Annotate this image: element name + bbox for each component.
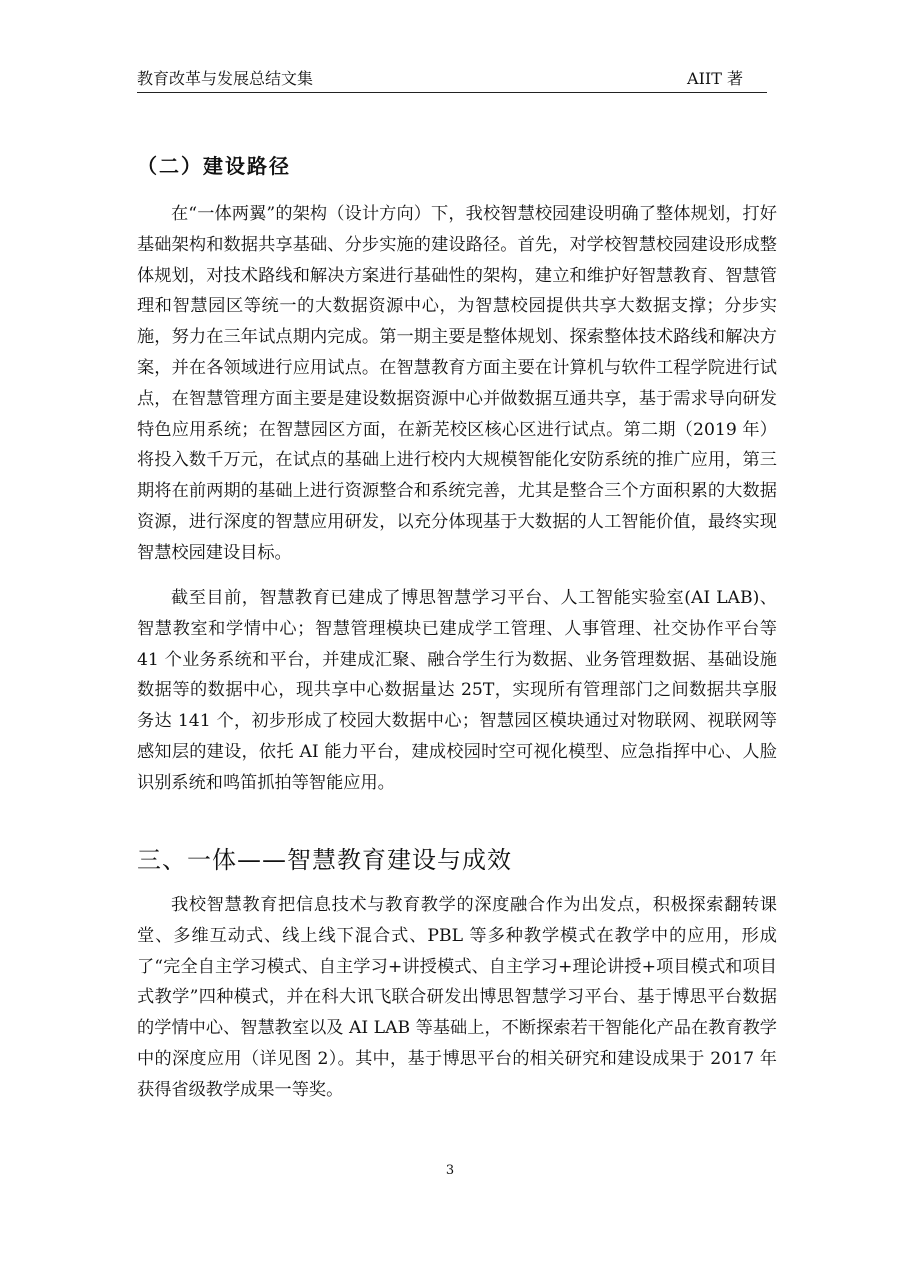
section-heading-construction-path: （二）建设路径	[137, 154, 291, 178]
section-heading-smart-education: 三、一体——智慧教育建设与成效	[137, 846, 512, 874]
page-header	[137, 62, 767, 93]
header-book-title: 教育改革与发展总结文集	[137, 69, 314, 88]
page-number: 3	[445, 1163, 455, 1178]
paragraph-current-progress: 截至目前，智慧教育已建成了博思智慧学习平台、人工智能实验室(AI LAB)、智慧教室和学情中心；智慧管理模块已建成学工管理、人事管理、社交协作平台等 41 个业务系统和平台，并建成汇聚、融合学生行为数据、业务管理数据、基础设施数据等的数据中心，现共享中心数据量达 25T，实现所有管理部门之间数据共享服务达 141 个，初步形成了校园大数据中心；智慧园区模块通过对物联网、视联网等感知层的建设，依托 AI 能力平台，建成校园时空可视化模型、应急指挥中心、人脸识别系统和鸣笛抓拍等智能应用。	[137, 588, 777, 793]
paragraph-smart-education: 我校智慧教育把信息技术与教育教学的深度融合作为出发点，积极探索翻转课堂、多维互动式、线上线下混合式、PBL 等多种教学模式在教学中的应用，形成了“完全自主学习模式、自主学习+讲授模式、自主学习+理论讲授+项目模式和项目式教学”四种模式，并在科大讯飞联合研发出博思智慧学习平台、基于博思平台数据的学情中心、智慧教室以及 AI LAB 等基础上，不断探索若干智能化产品在教育教学中的深度应用（详见图 2）。其中，基于博思平台的相关研究和建设成果于 2017 年获得省级教学成果一等奖。	[137, 895, 777, 1100]
paragraph-construction-path: 在“一体两翼”的架构（设计方向）下，我校智慧校园建设明确了整体规划，打好基础架构和数据共享基础、分步实施的建设路径。首先，对学校智慧校园建设形成整体规划，对技术路线和解决方案进行基础性的架构，建立和维护好智慧教育、智慧管理和智慧园区等统一的大数据资源中心，为智慧校园提供共享大数据支撑；分步实施，努力在三年试点期内完成。第一期主要是整体规划、探索整体技术路线和解决方案，并在各领域进行应用试点。在智慧教育方面主要在计算机与软件工程学院进行试点，在智慧管理方面主要是建设数据资源中心并做数据互通共享，基于需求导向研发特色应用系统；在智慧园区方面，在新芜校区核心区进行试点。第二期（2019 年）将投入数千万元，在试点的基础上进行校内大规模智能化安防系统的推广应用，第三期将在前两期的基础上进行资源整合和系统完善，尤其是整合三个方面积累的大数据资源，进行深度的智慧应用研发，以充分体现基于大数据的人工智能价值，最终实现智慧校园建设目标。	[137, 204, 777, 563]
header-author: AIIT 著	[687, 69, 743, 88]
